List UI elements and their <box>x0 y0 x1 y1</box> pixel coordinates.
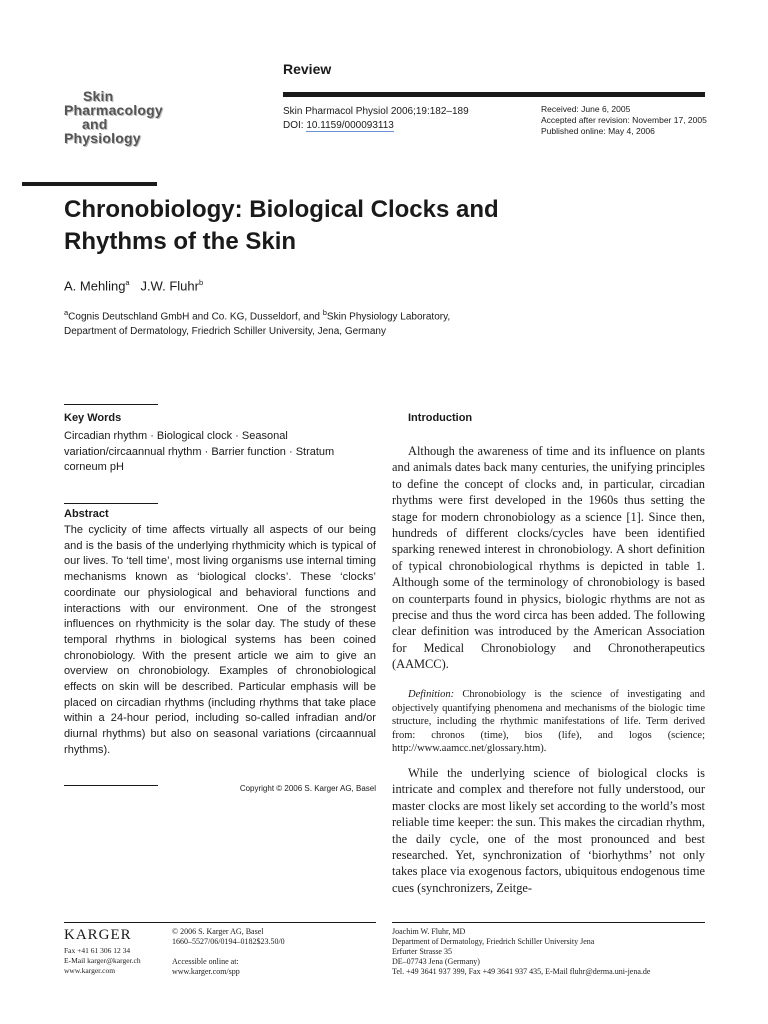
article-title-line: Rhythms of the Skin <box>64 228 297 255</box>
doi-line <box>283 119 469 133</box>
accepted-date: Accepted after revision: November 17, 2005 <box>541 115 707 125</box>
definition-label: Definition: <box>408 689 455 700</box>
definition-paragraph <box>392 688 705 756</box>
footer-rule <box>392 922 705 923</box>
abstract-copyright: Copyright © 2006 S. Karger AG, Basel <box>239 784 376 793</box>
affiliation-mark: b <box>322 308 327 317</box>
journal-logo-line: Pharmacology <box>64 102 163 118</box>
introduction-heading: Introduction <box>408 412 473 424</box>
author-affiliation-mark: b <box>198 278 204 287</box>
key-words-rule <box>64 404 158 405</box>
author-name: J.W. Fluhr <box>140 278 199 294</box>
received-date: Received: June 6, 2005 <box>541 104 631 114</box>
correspondence-line: Joachim W. Fluhr, MD <box>392 927 466 936</box>
section-label: Review <box>283 61 332 77</box>
correspondence-line: DE–07743 Jena (Germany) <box>392 957 480 966</box>
title-rule <box>22 182 157 186</box>
abstract-rule <box>64 503 158 504</box>
abstract-heading: Abstract <box>64 508 109 520</box>
article-dates <box>541 104 707 137</box>
affiliation-line: Department of Dermatology, Friedrich Schiller University, Jena, Germany <box>64 326 386 338</box>
author-name: A. Mehling <box>64 278 126 294</box>
author-list <box>64 278 203 293</box>
abstract-end-rule <box>64 785 158 786</box>
publisher-fax: Fax +41 61 306 12 34 <box>64 946 131 955</box>
published-date: Published online: May 4, 2006 <box>541 126 655 136</box>
citation-block <box>283 105 469 133</box>
online-access-url: www.karger.com/spp <box>172 967 240 976</box>
publication-copyright <box>172 927 285 947</box>
publisher-logo: KARGER <box>64 927 132 943</box>
doi-prefix: DOI: <box>283 120 307 131</box>
online-access-label: Accessible online at: <box>172 957 239 966</box>
correspondence-line: Erfurter Strasse 35 <box>392 947 452 956</box>
correspondence-address <box>392 927 650 977</box>
footer-rule <box>64 922 376 923</box>
affiliation-mark: a <box>64 308 69 317</box>
affiliations <box>64 305 504 339</box>
journal-logo-line: Physiology <box>64 130 141 146</box>
journal-logo-line: and <box>82 116 108 132</box>
abstract-text: The cyclicity of time affects virtually all aspects of our being and is the basis of the underlying rhythmicity which is typical of our lives. To ‘tell time’, most living organisms use internal timing mechanisms known as ‘biological clocks’. These ‘clocks’ coordinate our physiological and behavioral functions and interactions with our environment. One of the strongest influences on rhythmicity is the solar day. The study of these temporal rhythms in biological systems has been coined chronobiology. With the present article we aim to give an overview on chronobiology. Examples of chronobiological effects on skin will be described. Particular emphasis will be placed on circadian rhythms (including rhythms that take place within a 24-hour period, including so-called infradian and/or diurnal rhythms) but also on seasonal variations (circaannual rhythms). <box>64 524 376 756</box>
article-title-line: Chronobiology: Biological Clocks and <box>64 196 499 223</box>
affiliation-text: Skin Physiology Laboratory, <box>326 311 451 323</box>
article-title <box>64 194 664 258</box>
publication-copyright-line: © 2006 S. Karger AG, Basel <box>172 927 264 936</box>
affiliation-line <box>64 305 504 324</box>
key-words-text: Circadian rhythm · Biological clock · Seasonal variation/circaannual rhythm · Barrier function · Stratum corneum pH <box>64 430 335 473</box>
header-rule <box>283 92 705 97</box>
introduction-paragraph: While the underlying science of biological clocks is intricate and complex and therefore not fully understood, our master clocks are most likely set according to the world’s most reliable time keeper: the sun. This makes the circadian rhythm, the daily cycle, one of the most pronounced and best researched. Yet, synchronization of ‘biorhythms’ not only takes place via exogenous factors, ubiquitous endogenous time cues (synchronizers, Zeitge- <box>392 766 705 895</box>
online-access <box>172 957 240 977</box>
citation-line: Skin Pharmacol Physiol 2006;19:182–189 <box>283 106 469 117</box>
publisher-email: E-Mail karger@karger.ch <box>64 956 141 965</box>
definition-text: Chronobiology is the science of investigating and objectively quantifying phenomena and mechanisms of the biologic time structure, including the rhythmic manifestations of life. Term derived from: chronos (time), bios (life), and logos (science; http://www.aamcc.net/glossary.htm). <box>392 689 705 754</box>
affiliation-text: Cognis Deutschland GmbH and Co. KG, Dusseldorf, and <box>68 311 323 323</box>
publisher-contact <box>64 946 141 976</box>
doi-link[interactable]: 10.1159/000093113 <box>306 120 394 131</box>
author-affiliation-mark: a <box>125 278 130 287</box>
publication-copyright-line: 1660–5527/06/0194–0182$23.50/0 <box>172 937 285 946</box>
journal-logo-line: Skin <box>83 88 114 104</box>
publisher-website: www.karger.com <box>64 966 116 975</box>
introduction-paragraph: Although the awareness of time and its influence on plants and animals dates back many centuries, the unifying principles to define the concept of clocks and, in particular, circadian rhythms were first developed in the 1960s thus setting the stage for modern chronobiology as a science [1]. Since then, hundreds of different clocks/cycles have been identified sparking renewed interest in chronobiology. A short definition of typical chronobiological rhythms is depicted in table 1. Although some of the terminology of chronobiology is based on counterparts found in physics, biologic rhythms are not as precise and thus the word circa has been added. The following clear definition was introduced by the American Association for Medical Chronobiology and Chronotherapeutics (AAMCC). <box>392 444 705 672</box>
key-words-heading: Key Words <box>64 412 122 424</box>
correspondence-line: Department of Dermatology, Friedrich Schiller University Jena <box>392 937 595 946</box>
correspondence-line: Tel. +49 3641 937 399, Fax +49 3641 937 435, E-Mail fluhr@derma.uni-jena.de <box>392 967 651 976</box>
journal-logo <box>64 89 204 145</box>
